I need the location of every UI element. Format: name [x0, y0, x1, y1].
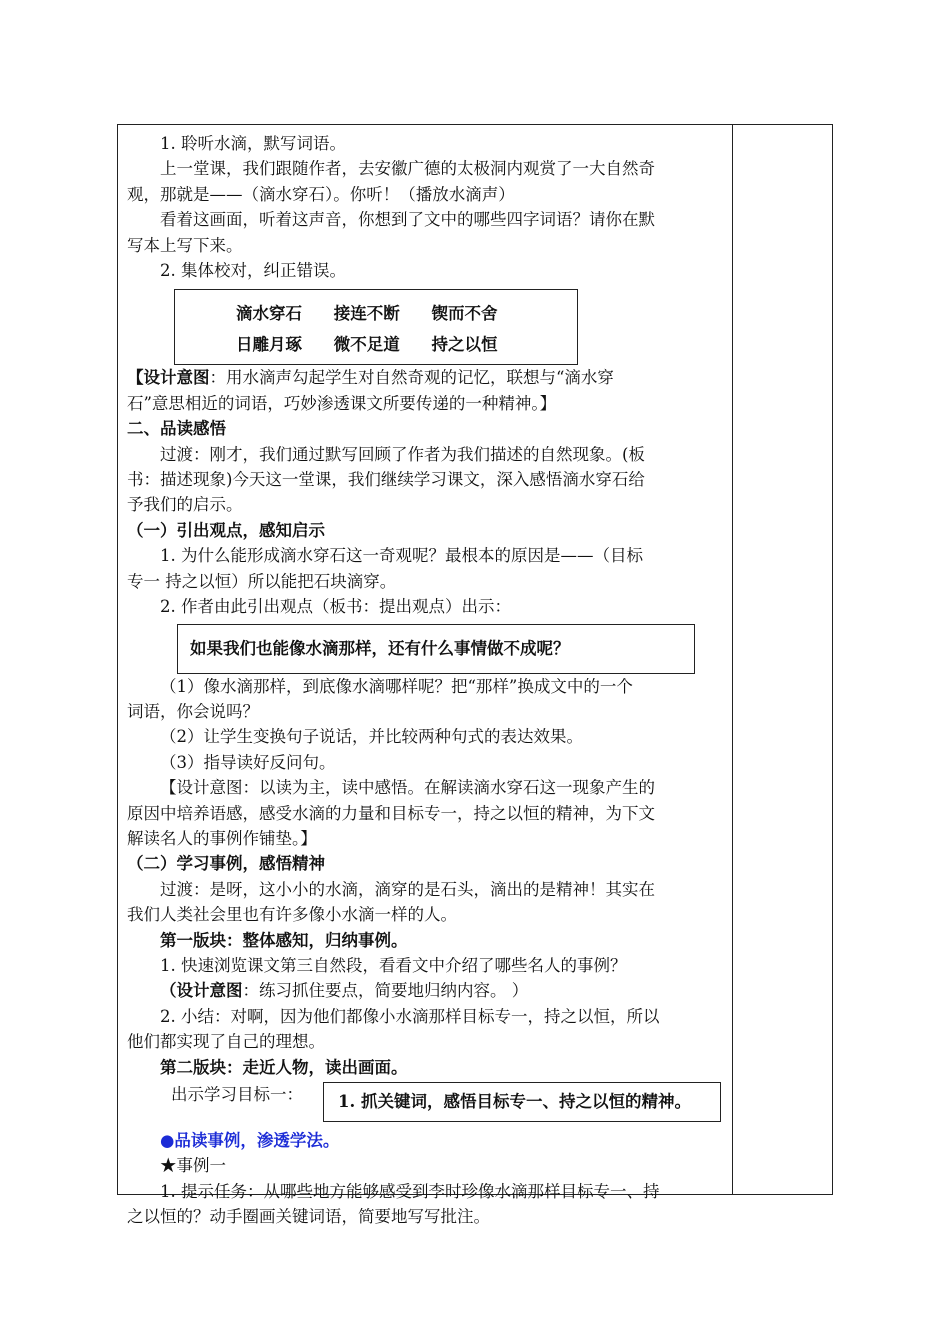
- summary-2: 他们都实现了自己的理想。: [127, 1032, 325, 1052]
- word-row-1: [175, 298, 577, 329]
- example-one-heading: ★事例一: [160, 1156, 226, 1176]
- transition-1b: 书：描述现象)今天这一堂课，我们继续学习课文，深入感悟滴水穿石给: [127, 470, 645, 490]
- design-intent-text: ：用水滴声勾起学生对自然奇观的记忆，联想与“滴水穿: [209, 368, 614, 388]
- design-intent-text: ：练习抓住要点，简要地归纳内容。 ）: [242, 981, 529, 1001]
- activity-1b: 词语，你会说吗？: [127, 701, 259, 721]
- activity-3: （3）指导读好反问句。: [160, 752, 336, 772]
- design-intent-label: （设计意图: [160, 981, 243, 1001]
- block-heading-1: 第一版块：整体感知，归纳事例。: [160, 930, 408, 950]
- design-intent-2b: 原因中培养语感，感受水滴的力量和目标专一，持之以恒的精神，为下文: [127, 803, 655, 823]
- subsection-heading-2: （二）学习事例，感悟精神: [127, 854, 325, 874]
- activity-2: （2）让学生变换句子说话，并比较两种句式的表达效果。: [160, 727, 583, 747]
- paragraph-intro-1: 上一堂课，我们跟随作者，去安徽广德的太极洞内观赏了一大自然奇: [160, 159, 655, 179]
- step-why-2: 专一 持之以恒）所以能把石块滴穿。: [127, 571, 397, 591]
- transition-2b: 我们人类社会里也有许多像小水滴一样的人。: [127, 905, 457, 925]
- lesson-table: [117, 124, 833, 1227]
- design-intent-2a: 【设计意图：以读为主，读中感悟。在解读滴水穿石这一现象产生的: [160, 778, 655, 798]
- design-intent-1b: 石”意思相近的词语，巧妙渗透课文所要传递的一种精神。】: [127, 393, 557, 413]
- step-check: 2. 集体校对，纠正错误。: [160, 261, 346, 281]
- step-browse: 1. 快速浏览课文第三自然段，看看文中介绍了哪些名人的事例？: [160, 955, 627, 975]
- transition-1a: 过渡：刚才，我们通过默写回顾了作者为我们描述的自然现象。(板: [160, 444, 645, 464]
- learning-goal-label: 出示学习目标一：: [171, 1085, 303, 1104]
- activity-1a: （1）像水滴那样，到底像水滴哪样呢？把“那样”换成文中的一个: [160, 676, 633, 696]
- word-item: 锲而不舍: [431, 304, 498, 324]
- design-intent-1: [127, 365, 727, 390]
- design-intent-2c: 解读名人的事例作铺垫。】: [127, 828, 317, 848]
- word-item: 持之以恒: [431, 335, 498, 355]
- paragraph-question-2: 写本上写下来。: [127, 235, 243, 255]
- method-heading: ●品读事例，渗透学法。: [160, 1131, 340, 1150]
- step-why-1: 1. 为什么能形成滴水穿石这一奇观呢？最根本的原因是——（目标: [160, 546, 643, 566]
- section-heading-2: 二、品读感悟: [127, 419, 226, 439]
- design-intent-3: [127, 978, 727, 1003]
- lesson-content: [127, 131, 727, 1230]
- learning-goal-box: 1. 抓关键词，感悟目标专一、持之以恒的精神。: [323, 1082, 721, 1122]
- block-heading-2: 第二版块：走近人物，读出画面。: [160, 1057, 408, 1077]
- learning-goal-row: [127, 1082, 727, 1128]
- subsection-heading-1: （一）引出观点，感知启示: [127, 520, 325, 540]
- word-item: 接连不断: [333, 304, 400, 324]
- summary-1: 2. 小结：对啊，因为他们都像小水滴那样目标专一，持之以恒，所以: [160, 1006, 660, 1026]
- word-item: 滴水穿石: [236, 304, 302, 324]
- column-divider: [732, 125, 733, 1194]
- step-listen: 1. 聆听水滴，默写词语。: [160, 134, 346, 153]
- task-prompt-2: 之以恒的？动手圈画关键词语，简要地写写批注。: [127, 1207, 490, 1227]
- task-prompt-1: 1. 提示任务：从哪些地方能够感受到李时珍像水滴那样目标专一、持: [160, 1181, 660, 1201]
- design-intent-label: 【设计意图: [127, 368, 210, 388]
- word-box: [174, 289, 578, 365]
- paragraph-intro-2: 观，那就是——（滴水穿石）。你听！（播放水滴声）: [127, 184, 515, 204]
- quote-box: 如果我们也能像水滴那样，还有什么事情做不成呢？: [177, 624, 695, 674]
- transition-1c: 予我们的启示。: [127, 495, 243, 515]
- step-viewpoint: 2. 作者由此引出观点（板书：提出观点）出示：: [160, 597, 511, 617]
- word-item: 微不足道: [333, 335, 400, 355]
- paragraph-question-1: 看着这画面，听着这声音，你想到了文中的哪些四字词语？请你在默: [160, 210, 655, 230]
- transition-2a: 过渡：是呀，这小小的水滴，滴穿的是石头，滴出的是精神！其实在: [160, 879, 655, 899]
- word-item: 日雕月琢: [236, 335, 302, 355]
- word-row-2: [175, 329, 577, 360]
